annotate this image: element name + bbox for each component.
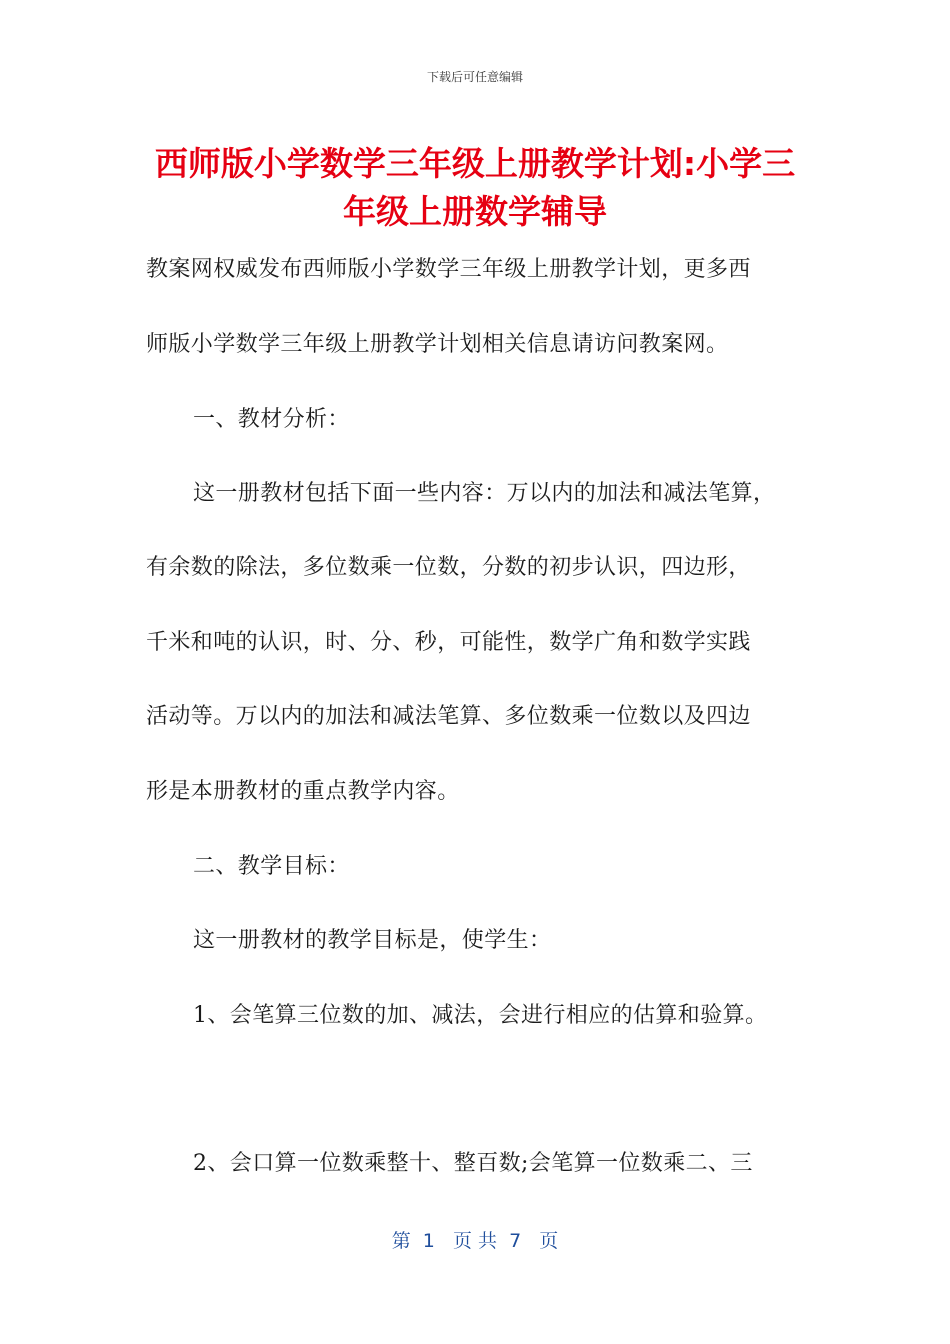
document-title bbox=[120, 140, 830, 236]
body-line: 活动等。万以内的加法和减法笔算、多位数乘一位数以及四边 bbox=[146, 704, 751, 729]
body-line: 这一册教材的教学目标是，使学生： bbox=[193, 928, 552, 953]
header-note: 下载后可任意编辑 bbox=[426, 70, 523, 84]
page-footer: 第 1 页 共 7 页 bbox=[391, 1230, 559, 1252]
body-line: 师版小学数学三年级上册教学计划相关信息请访问教案网。 bbox=[146, 332, 729, 357]
section-heading-goals: 二、教学目标： bbox=[193, 854, 350, 879]
section-heading-materials: 一、教材分析： bbox=[193, 407, 350, 432]
body-line: 有余数的除法，多位数乘一位数，分数的初步认识，四边形， bbox=[146, 555, 751, 580]
body-line: 形是本册教材的重点教学内容。 bbox=[146, 779, 460, 804]
body-line: 这一册教材包括下面一些内容：万以内的加法和减法笔算， bbox=[193, 481, 776, 506]
body-line: 教案网权威发布西师版小学数学三年级上册教学计划，更多西 bbox=[146, 257, 751, 282]
body-line: 千米和吨的认识，时、分、秒，可能性，数学广角和数学实践 bbox=[146, 630, 751, 655]
title-line-1: 西师版小学数学三年级上册教学计划:小学三 bbox=[154, 144, 796, 183]
title-line-2: 年级上册数学辅导 bbox=[343, 192, 607, 231]
list-item: 2、会口算一位数乘整十、整百数;会笔算一位数乘二、三 bbox=[193, 1151, 753, 1176]
list-item: 1、会笔算三位数的加、减法，会进行相应的估算和验算。 bbox=[193, 1003, 768, 1028]
